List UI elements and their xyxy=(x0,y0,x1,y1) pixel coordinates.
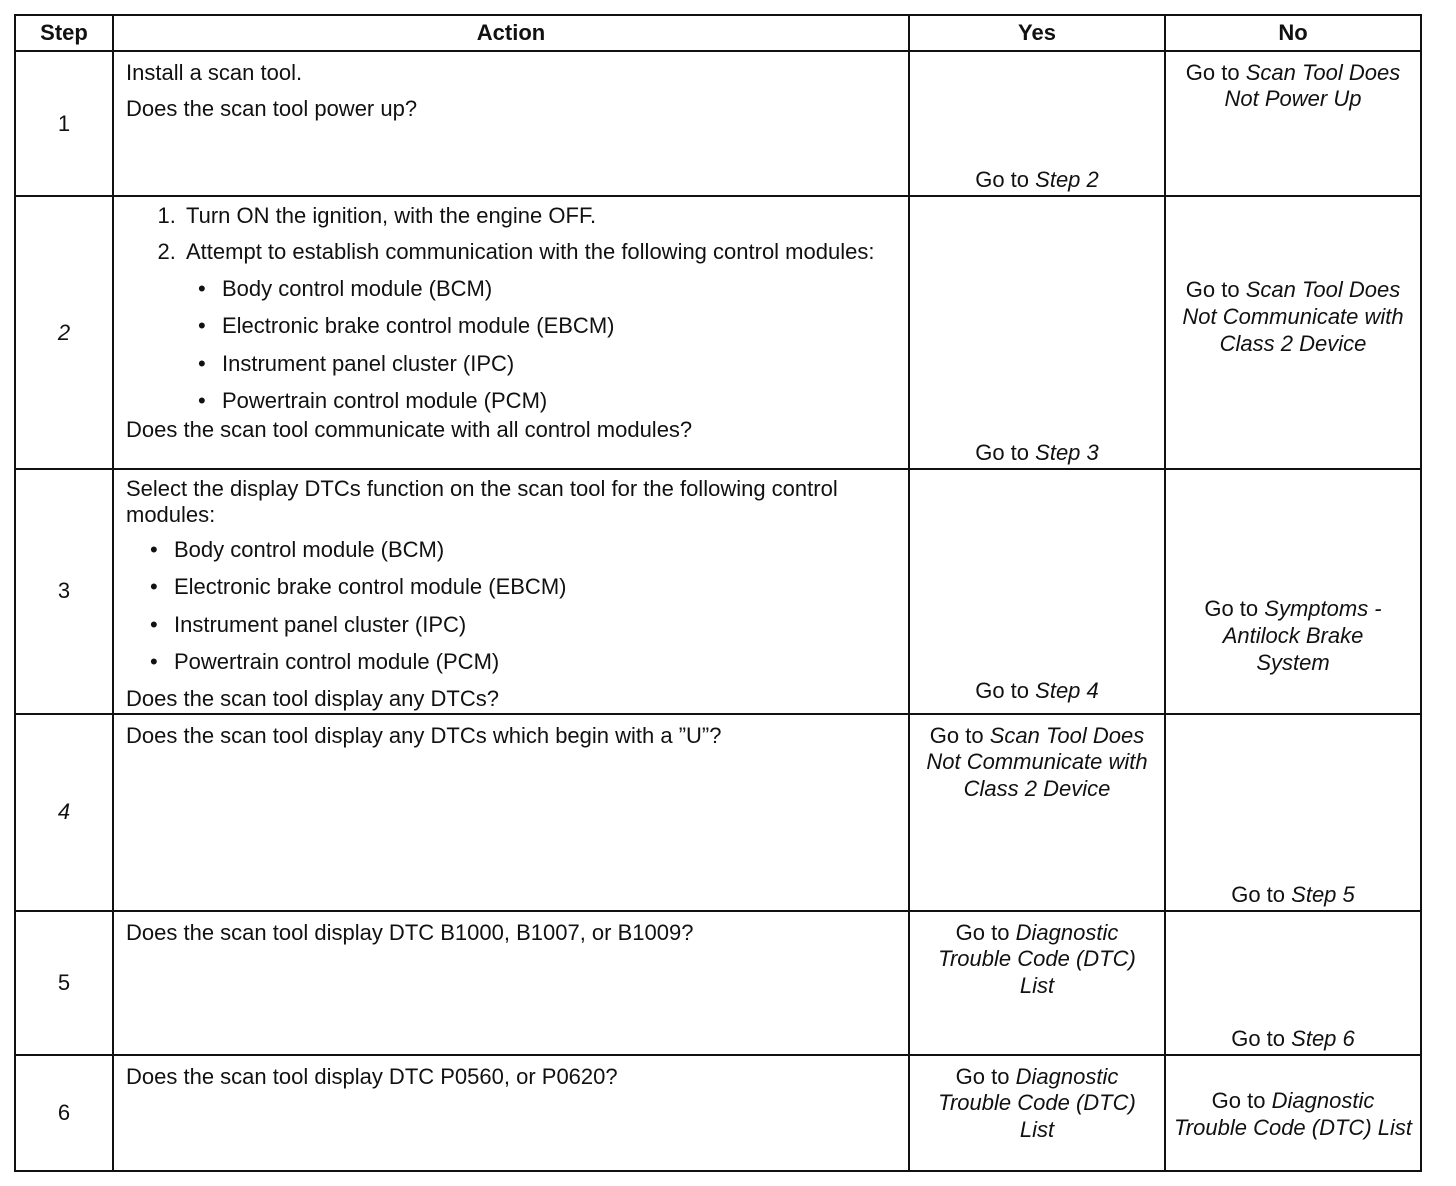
action-question: Does the scan tool power up? xyxy=(126,96,418,122)
list-item: • Body control module (BCM) xyxy=(172,537,898,563)
yes-cell xyxy=(909,1055,1165,1171)
action-cell xyxy=(113,911,909,1055)
bullet-list xyxy=(126,537,898,676)
table-row xyxy=(15,469,1421,714)
header-step: Step xyxy=(15,15,113,51)
no-cell xyxy=(1165,51,1421,196)
yes-cell xyxy=(909,51,1165,196)
action-question: Does the scan tool display DTC B1000, B1007, or B1009? xyxy=(126,919,694,945)
step-number: 4 xyxy=(15,714,113,911)
no-cell xyxy=(1165,1055,1421,1171)
table-row xyxy=(15,1055,1421,1171)
yes-link[interactable]: Go to Diagnostic Trouble Code (DTC) List xyxy=(938,919,1136,998)
step-number: 6 xyxy=(15,1055,113,1171)
numbered-list xyxy=(126,203,898,414)
yes-cell xyxy=(909,714,1165,911)
diagnostic-table xyxy=(14,14,1422,1172)
yes-cell xyxy=(909,911,1165,1055)
action-cell xyxy=(113,469,909,714)
step-number: 1 xyxy=(15,51,113,196)
action-question: Does the scan tool communicate with all control modules? xyxy=(126,417,693,443)
action-cell xyxy=(113,714,909,911)
step-number: 3 xyxy=(15,469,113,714)
action-intro: Select the display DTCs function on the scan tool for the following control modules: xyxy=(126,476,838,528)
action-question: Does the scan tool display any DTCs? xyxy=(126,686,499,712)
action-cell xyxy=(113,1055,909,1171)
no-cell xyxy=(1165,714,1421,911)
no-cell xyxy=(1165,196,1421,469)
list-item: 1. Turn ON the ignition, with the engine OFF. xyxy=(182,203,898,229)
step-number: 5 xyxy=(15,911,113,1055)
list-item: • Electronic brake control module (EBCM) xyxy=(220,313,898,339)
action-line: Install a scan tool. xyxy=(126,60,303,85)
header-no: No xyxy=(1165,15,1421,51)
yes-link[interactable]: Go to Step 3 xyxy=(975,440,1099,465)
yes-cell xyxy=(909,196,1165,469)
action-cell xyxy=(113,196,909,469)
no-link[interactable]: Go to Scan Tool Does Not Power Up xyxy=(1185,60,1401,112)
no-link[interactable]: Go to Diagnostic Trouble Code (DTC) List xyxy=(1174,1087,1412,1140)
table-row xyxy=(15,911,1421,1055)
list-item: • Powertrain control module (PCM) xyxy=(172,649,898,675)
header-action: Action xyxy=(113,15,909,51)
list-item: • Powertrain control module (PCM) xyxy=(220,388,898,414)
table-row xyxy=(15,196,1421,469)
list-item: 2. Attempt to establish communication with the following control modules: • Body control module (BCM) • Electronic brake control module (EBCM) • Instrument panel cluster (IPC) • Powertrain control module (PCM) xyxy=(182,239,898,414)
yes-link[interactable]: Go to Scan Tool Does Not Communicate with Class 2 Device xyxy=(926,722,1148,801)
header-yes: Yes xyxy=(909,15,1165,51)
no-link[interactable]: Go to Step 6 xyxy=(1231,1025,1355,1051)
list-item: • Electronic brake control module (EBCM) xyxy=(172,574,898,600)
yes-link[interactable]: Go to Step 2 xyxy=(975,167,1099,192)
no-link[interactable]: Go to Symptoms - Antilock Brake System xyxy=(1204,596,1382,675)
list-item: • Body control module (BCM) xyxy=(220,276,898,302)
table-row xyxy=(15,714,1421,911)
action-cell xyxy=(113,51,909,196)
table-row xyxy=(15,51,1421,196)
list-item: • Instrument panel cluster (IPC) xyxy=(172,612,898,638)
header-row xyxy=(15,15,1421,51)
no-cell xyxy=(1165,469,1421,714)
action-question: Does the scan tool display DTC P0560, or P0620? xyxy=(126,1063,618,1089)
yes-link[interactable]: Go to Step 4 xyxy=(975,678,1099,703)
no-link[interactable]: Go to Step 5 xyxy=(1231,881,1355,907)
no-link[interactable]: Go to Scan Tool Does Not Communicate with Class 2 Device xyxy=(1182,277,1404,356)
yes-cell xyxy=(909,469,1165,714)
list-item: • Instrument panel cluster (IPC) xyxy=(220,351,898,377)
step-number: 2 xyxy=(15,196,113,469)
action-question: Does the scan tool display any DTCs which begin with a ”U”? xyxy=(126,722,722,748)
no-cell xyxy=(1165,911,1421,1055)
yes-link[interactable]: Go to Diagnostic Trouble Code (DTC) List xyxy=(938,1063,1136,1142)
